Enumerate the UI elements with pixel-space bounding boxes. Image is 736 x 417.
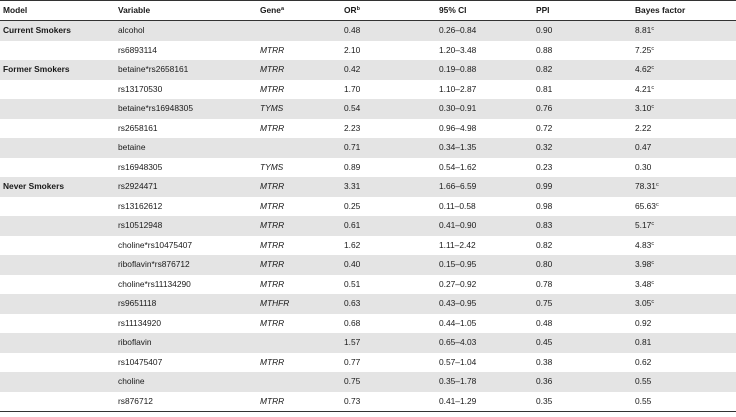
- bayes-factor-value: 0.30: [635, 161, 652, 172]
- cell-gene: MTRR: [257, 255, 341, 275]
- cell-bayes-factor: [632, 392, 736, 412]
- cell-or: 1.70: [344, 83, 361, 94]
- cell-model: [0, 119, 115, 139]
- cell-gene: [257, 138, 341, 158]
- cell-model: [0, 158, 115, 178]
- cell-or: 1.57: [341, 333, 436, 353]
- cell-bayes-factor: [632, 138, 736, 158]
- bayes-factor-value: 3.48: [635, 278, 652, 289]
- cell-ci: 0.57–1.04: [439, 356, 477, 367]
- cell-model: [0, 392, 115, 412]
- cell-gene: MTRR: [257, 392, 341, 412]
- cell-bayes-factor: [632, 158, 736, 178]
- cell-or: 0.40: [341, 255, 436, 275]
- cell-or: 0.77: [344, 356, 361, 367]
- table-row: [0, 216, 736, 236]
- cell-ci: 1.20–3.48: [439, 44, 477, 55]
- cell-or: 3.31: [341, 177, 436, 197]
- cell-gene: MTRR: [260, 44, 285, 55]
- cell-gene: MTRR: [260, 200, 285, 211]
- cell-bayes-factor: [632, 99, 736, 119]
- cell-variable: rs10475407: [118, 356, 163, 367]
- table-row: [0, 294, 736, 314]
- cell-model: Former Smokers: [0, 60, 115, 80]
- cell-ci: 0.96–4.98: [439, 122, 477, 133]
- bayes-factor-footnote: c: [651, 299, 655, 305]
- bayes-factor-value: 8.81: [635, 25, 652, 35]
- table-row: [0, 236, 736, 256]
- bayes-factor-value: 0.92: [635, 317, 652, 328]
- cell-gene: TYMS: [260, 161, 284, 172]
- bayes-factor-value: 4.62: [635, 64, 652, 74]
- cell-ci: 0.54–1.62: [439, 161, 477, 172]
- cell-ppi: 0.80: [533, 255, 632, 275]
- table-row: [0, 80, 736, 100]
- cell-gene: MTHFR: [257, 294, 341, 314]
- bayes-factor-footnote: c: [651, 65, 655, 71]
- cell-ppi: 0.23: [536, 161, 553, 172]
- header-gene-label: Gene: [260, 5, 281, 15]
- cell-ppi: 0.82: [533, 60, 632, 80]
- cell-ci: 0.35–1.78: [436, 372, 533, 392]
- cell-or: 0.54: [341, 99, 436, 119]
- cell-bayes-factor: [632, 119, 736, 139]
- cell-gene: [257, 333, 341, 353]
- cell-gene: MTRR: [257, 60, 341, 80]
- cell-variable: choline*rs10475407: [118, 239, 193, 250]
- cell-model: [0, 294, 115, 314]
- cell-variable: betaine*rs2658161: [115, 60, 257, 80]
- bayes-factor-footnote: c: [651, 221, 655, 227]
- cell-bayes-factor: [632, 177, 736, 197]
- header-ci: 95% CI: [436, 1, 533, 21]
- cell-model: [0, 216, 115, 236]
- cell-variable: rs13162612: [118, 200, 163, 211]
- cell-variable: alcohol: [115, 21, 257, 41]
- cell-model: [0, 255, 115, 275]
- cell-ppi: 0.72: [536, 122, 553, 133]
- cell-ci: 0.41–0.90: [436, 216, 533, 236]
- table-row: [0, 314, 736, 334]
- cell-ppi: 0.82: [536, 239, 553, 250]
- header-gene-footnote: a: [280, 6, 285, 12]
- cell-ppi: 0.36: [533, 372, 632, 392]
- cell-bayes-factor: [632, 80, 736, 100]
- table-row: [0, 41, 736, 61]
- table-row: [0, 392, 736, 412]
- cell-gene: MTRR: [260, 239, 285, 250]
- header-variable: Variable: [115, 1, 257, 21]
- cell-or: 1.62: [344, 239, 361, 250]
- cell-variable: choline: [115, 372, 257, 392]
- bayes-factor-footnote: c: [651, 260, 655, 266]
- table-row: [0, 158, 736, 178]
- cell-or: 0.61: [341, 216, 436, 236]
- cell-model: Current Smokers: [0, 21, 115, 41]
- header-model: Model: [0, 1, 115, 21]
- table-row: [0, 99, 736, 119]
- table-row: [0, 138, 736, 158]
- cell-or: 0.42: [341, 60, 436, 80]
- header-row: [0, 1, 736, 21]
- cell-bayes-factor: [632, 60, 736, 80]
- cell-bayes-factor: [632, 41, 736, 61]
- cell-gene: [257, 21, 341, 41]
- cell-ppi: 0.38: [536, 356, 553, 367]
- cell-ppi: 0.35: [533, 392, 632, 412]
- cell-or: 0.68: [344, 317, 361, 328]
- cell-bayes-factor: [632, 294, 736, 314]
- bayes-factor-value: 5.17: [635, 220, 652, 230]
- cell-ci: 0.41–1.29: [436, 392, 533, 412]
- cell-ci: 0.30–0.91: [436, 99, 533, 119]
- cell-model: Never Smokers: [0, 177, 115, 197]
- cell-ppi: 0.83: [533, 216, 632, 236]
- cell-variable: rs11134920: [118, 317, 161, 328]
- cell-model: [0, 138, 115, 158]
- bayes-factor-value: 4.83: [635, 239, 652, 250]
- table-row: [0, 275, 736, 295]
- cell-gene: MTRR: [260, 83, 285, 94]
- header-or: [341, 1, 436, 21]
- cell-or: 0.63: [341, 294, 436, 314]
- cell-bayes-factor: [632, 353, 736, 373]
- bayes-factor-footnote: c: [651, 45, 655, 52]
- cell-ppi: 0.45: [533, 333, 632, 353]
- cell-variable: rs16948305: [118, 161, 163, 172]
- bayes-factor-value: 0.55: [635, 395, 652, 406]
- cell-variable: riboflavin: [115, 333, 257, 353]
- table-header: [0, 1, 736, 21]
- cell-gene: [257, 372, 341, 392]
- cell-variable: betaine: [115, 138, 257, 158]
- cell-ci: 0.26–0.84: [436, 21, 533, 41]
- cell-variable: rs2924471: [115, 177, 257, 197]
- cell-model: [0, 333, 115, 353]
- cell-ci: 0.65–4.03: [436, 333, 533, 353]
- bayes-factor-footnote: c: [651, 279, 655, 286]
- cell-bayes-factor: [632, 255, 736, 275]
- cell-bayes-factor: [632, 275, 736, 295]
- cell-ppi: 0.90: [533, 21, 632, 41]
- bayes-factor-footnote: c: [655, 201, 659, 208]
- cell-or: 0.75: [341, 372, 436, 392]
- cell-model: [0, 80, 115, 100]
- cell-ci: 1.10–2.87: [439, 83, 477, 94]
- cell-model: [0, 41, 115, 61]
- table-row: [0, 197, 736, 217]
- header-or-label: OR: [344, 5, 357, 15]
- table-row: [0, 60, 736, 80]
- bayes-factor-footnote: c: [651, 240, 655, 247]
- cell-gene: MTRR: [257, 216, 341, 236]
- cell-model: [0, 99, 115, 119]
- cell-gene: MTRR: [260, 356, 285, 367]
- bayes-factor-footnote: c: [655, 182, 659, 188]
- table-row: [0, 177, 736, 197]
- cell-ppi: 0.99: [533, 177, 632, 197]
- cell-variable: choline*rs11134290: [118, 278, 191, 289]
- cell-ci: 0.34–1.35: [436, 138, 533, 158]
- cell-model: [0, 314, 115, 334]
- cell-variable: rs6893114: [118, 44, 157, 55]
- cell-ppi: 0.78: [536, 278, 553, 289]
- cell-variable: rs9651118: [115, 294, 257, 314]
- cell-gene: MTRR: [260, 122, 285, 133]
- header-gene: [257, 1, 341, 21]
- cell-ci: 0.27–0.92: [439, 278, 477, 289]
- cell-gene: MTRR: [257, 177, 341, 197]
- cell-gene: MTRR: [260, 317, 285, 328]
- bayes-factor-value: 3.98: [635, 259, 652, 269]
- cell-ci: 0.15–0.95: [436, 255, 533, 275]
- cell-or: 0.51: [344, 278, 361, 289]
- cell-ci: 0.11–0.58: [439, 200, 476, 211]
- bayes-factor-value: 4.21: [635, 83, 652, 94]
- header-bayes-factor: Bayes factor: [632, 1, 736, 21]
- cell-model: [0, 372, 115, 392]
- cell-variable: betaine*rs16948305: [115, 99, 257, 119]
- cell-or: 0.25: [344, 200, 361, 211]
- bayes-factor-footnote: c: [651, 104, 655, 110]
- table-body: [0, 21, 736, 412]
- cell-ppi: 0.81: [536, 83, 553, 94]
- bayes-factor-value: 2.22: [635, 122, 652, 133]
- cell-ci: 1.66–6.59: [436, 177, 533, 197]
- cell-or: 0.89: [344, 161, 361, 172]
- cell-ci: 1.11–2.42: [439, 239, 476, 250]
- cell-bayes-factor: [632, 21, 736, 41]
- bayes-factor-value: 78.31: [635, 181, 656, 191]
- bayes-factor-value: 7.25: [635, 44, 652, 55]
- cell-ci: 0.44–1.05: [439, 317, 477, 328]
- cell-ppi: 0.75: [533, 294, 632, 314]
- cell-ppi: 0.48: [536, 317, 553, 328]
- cell-or: 2.23: [344, 122, 361, 133]
- cell-bayes-factor: [632, 216, 736, 236]
- cell-ppi: 0.98: [536, 200, 553, 211]
- bayes-factor-value: 0.47: [635, 142, 652, 152]
- bayes-factor-footnote: c: [651, 26, 655, 32]
- cell-model: [0, 275, 115, 295]
- bayes-factor-value: 0.62: [635, 356, 652, 367]
- cell-bayes-factor: [632, 372, 736, 392]
- table-row: [0, 119, 736, 139]
- bayes-factor-value: 0.55: [635, 376, 652, 386]
- table-row: [0, 372, 736, 392]
- cell-ci: 0.19–0.88: [436, 60, 533, 80]
- cell-model: [0, 197, 115, 217]
- header-or-footnote: b: [356, 6, 360, 12]
- table-row: [0, 21, 736, 41]
- cell-variable: rs10512948: [115, 216, 257, 236]
- bayes-factor-value: 3.05: [635, 298, 652, 308]
- cell-variable: rs13170530: [118, 83, 163, 94]
- cell-bayes-factor: [632, 333, 736, 353]
- cell-or: 0.48: [341, 21, 436, 41]
- cell-gene: MTRR: [260, 278, 285, 289]
- cell-variable: rs876712: [115, 392, 257, 412]
- cell-gene: TYMS: [257, 99, 341, 119]
- bayes-factor-value: 65.63: [635, 200, 656, 211]
- table-row: [0, 353, 736, 373]
- cell-bayes-factor: [632, 236, 736, 256]
- cell-model: [0, 353, 115, 373]
- cell-model: [0, 236, 115, 256]
- cell-ci: 0.43–0.95: [436, 294, 533, 314]
- cell-ppi: 0.88: [536, 44, 553, 55]
- cell-variable: riboflavin*rs876712: [115, 255, 257, 275]
- bayes-factor-footnote: c: [651, 84, 655, 91]
- cell-bayes-factor: [632, 197, 736, 217]
- cell-variable: rs2658161: [118, 122, 158, 133]
- cell-ppi: 0.76: [533, 99, 632, 119]
- cell-or: 2.10: [344, 44, 361, 55]
- cell-or: 0.71: [341, 138, 436, 158]
- table-row: [0, 255, 736, 275]
- table-row: [0, 333, 736, 353]
- bayes-factor-value: 0.81: [635, 337, 652, 347]
- bayes-factor-value: 3.10: [635, 103, 652, 113]
- cell-bayes-factor: [632, 314, 736, 334]
- cell-ppi: 0.32: [533, 138, 632, 158]
- cell-or: 0.73: [341, 392, 436, 412]
- header-ppi: PPI: [533, 1, 632, 21]
